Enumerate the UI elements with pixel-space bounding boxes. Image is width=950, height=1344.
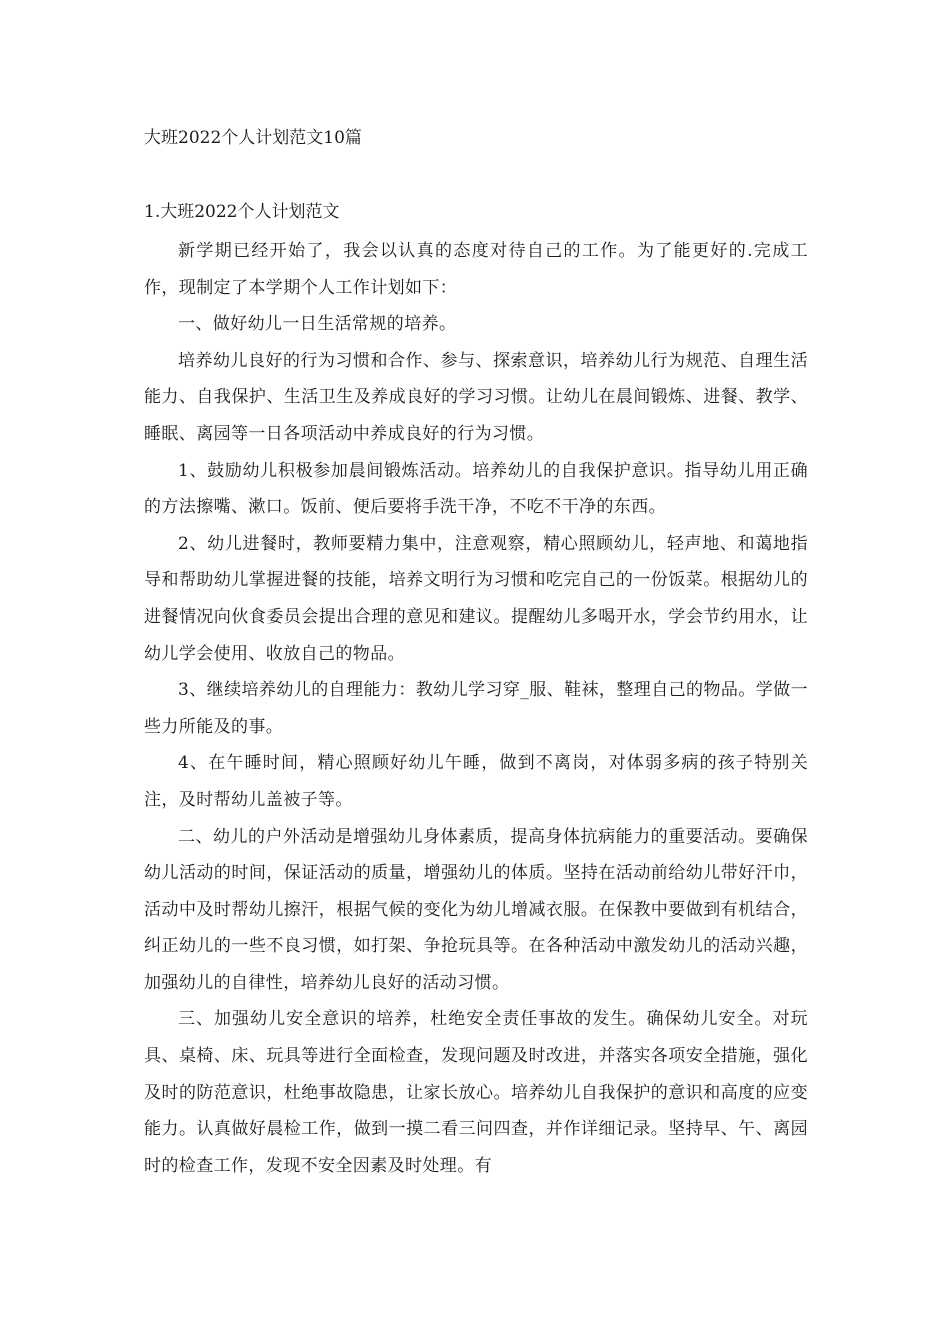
paragraph-heading-1: 一、做好幼儿一日生活常规的培养。 — [178, 314, 457, 335]
section-title: 1.大班2022个人计划范文 — [144, 202, 340, 222]
paragraph-heading-2: 二、幼儿的户外活动是增强幼儿身体素质，提高身体抗病能力的重要活动。要确保幼儿活动的时间，保证活动的质量，增强幼儿的体质。坚持在活动前给幼儿带好汗巾，活动中及时帮幼儿擦汗，根据气候的变化为幼儿增减衣服。在保教中要做到有机结合，纠正幼儿的一些不良习惯，如打架、争抢玩具等。在各种活动中激发幼儿的活动兴趣，加强幼儿的自律性，培养幼儿良好的活动习惯。 — [144, 826, 808, 993]
paragraph-intro: 新学期已经开始了，我会以认真的态度对待自己的工作。为了能更好的.完成工作，现制定了本学期个人工作计划如下： — [144, 241, 808, 298]
paragraph-habits: 培养幼儿良好的行为习惯和合作、参与、探索意识，培养幼儿行为规范、自理生活能力、自我保护、生活卫生及养成良好的学习习惯。让幼儿在晨间锻炼、进餐、教学、睡眠、离园等一日各项活动中养成良好的行为习惯。 — [144, 350, 808, 444]
paragraph-item-2: 2、幼儿进餐时，教师要精力集中，注意观察，精心照顾幼儿，轻声地、和蔼地指导和帮助幼儿掌握进餐的技能，培养文明行为习惯和吃完自己的一份饭菜。根据幼儿的进餐情况向伙食委员会提出合理的意见和建议。提醒幼儿多喝开水，学会节约用水，让幼儿学会使用、收放自己的物品。 — [144, 533, 808, 664]
paragraph-heading-3: 三、加强幼儿安全意识的培养，杜绝安全责任事故的发生。确保幼儿安全。对玩具、桌椅、床、玩具等进行全面检查，发现问题及时改进，并落实各项安全措施，强化及时的防范意识，杜绝事故隐患，让家长放心。培养幼儿自我保护的意识和高度的应变能力。认真做好晨检工作，做到一摸二看三问四查，并作详细记录。坚持早、午、离园时的检查工作，发现不安全因素及时处理。有 — [144, 1009, 808, 1176]
document-title: 大班2022个人计划范文10篇 — [144, 128, 362, 148]
paragraph-item-1: 1、鼓励幼儿积极参加晨间锻炼活动。培养幼儿的自我保护意识。指导幼儿用正确的方法擦嘴、漱口。饭前、便后要将手洗干净，不吃不干净的东西。 — [144, 460, 808, 518]
document-body — [144, 233, 808, 1184]
paragraph-item-4: 4、在午睡时间，精心照顾好幼儿午睡，做到不离岗，对体弱多病的孩子特别关注，及时帮幼儿盖被子等。 — [144, 753, 808, 810]
paragraph-item-3: 3、继续培养幼儿的自理能力：教幼儿学习穿_服、鞋袜，整理自己的物品。学做一些力所能及的事。 — [144, 680, 808, 737]
